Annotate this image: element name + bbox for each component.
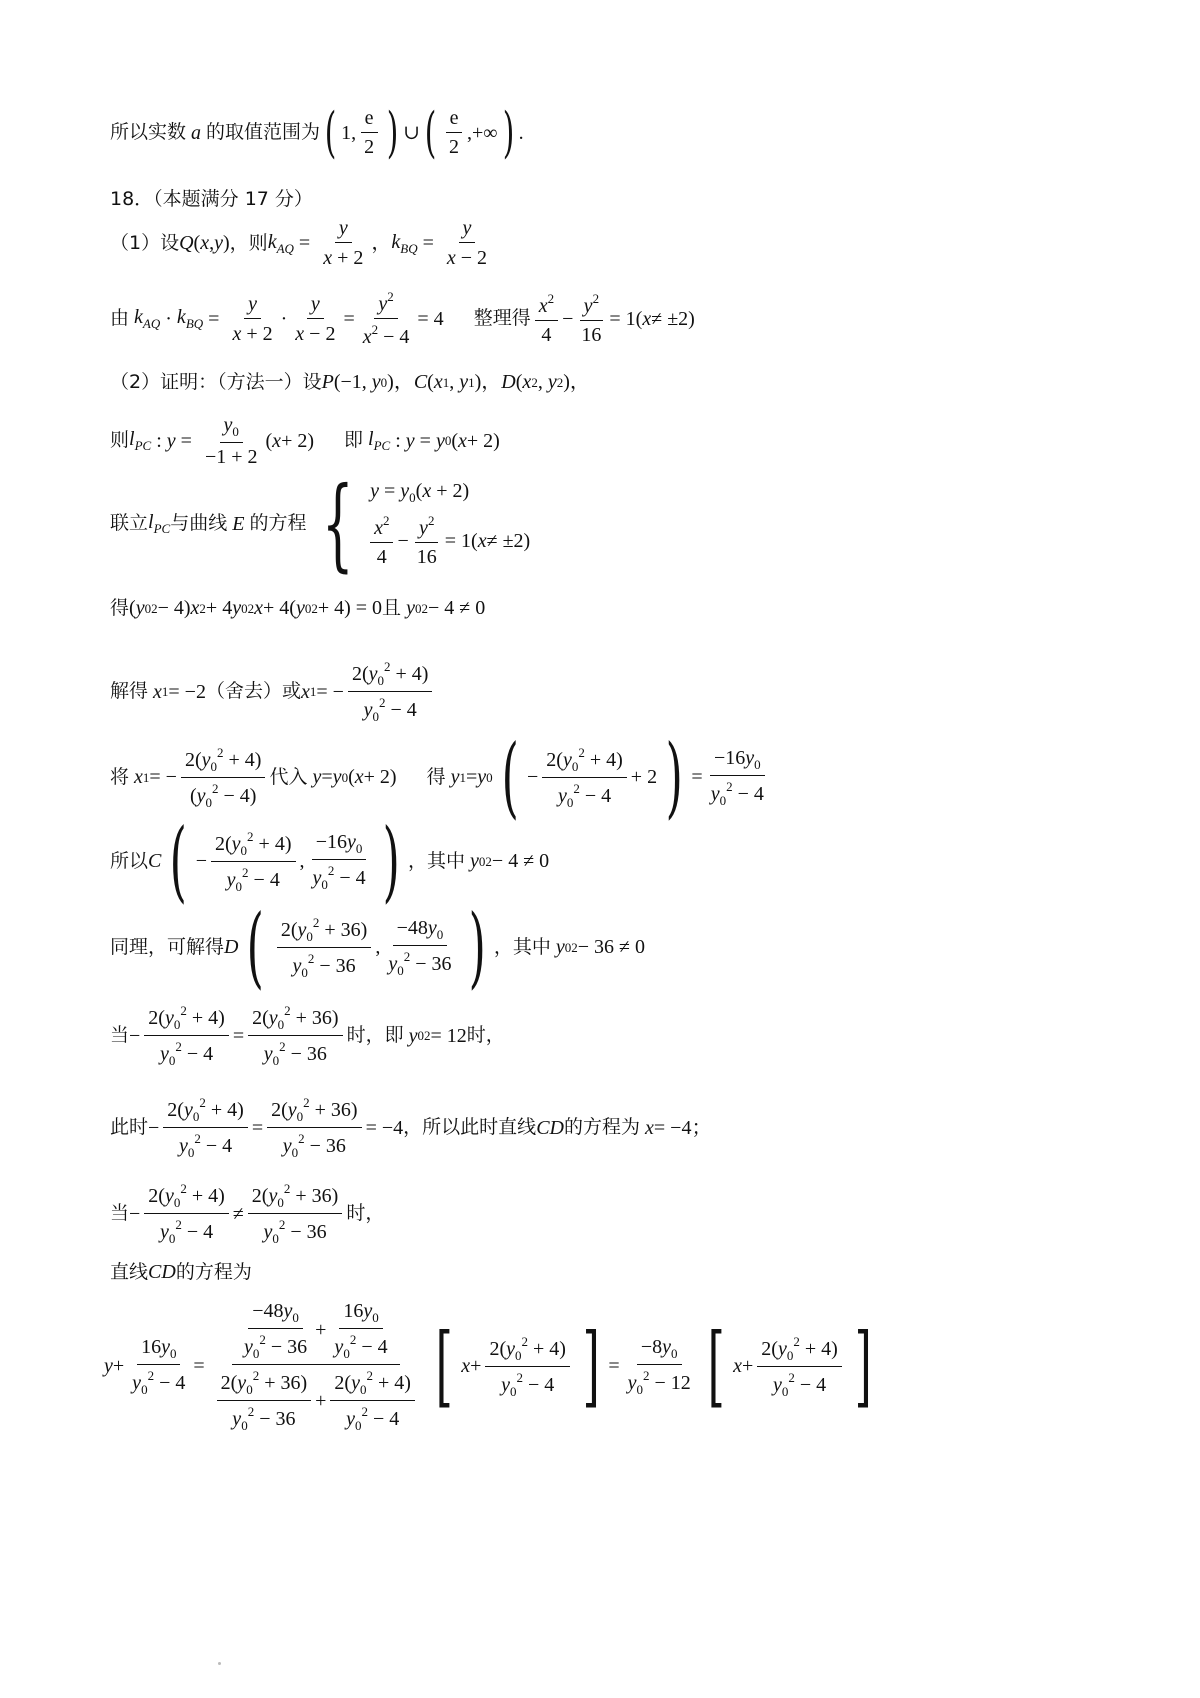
system-of-equations: 联立 $l_{PC}$ 与曲线 E 的方程 { $y = y_0(x + 2)$ $\frac{x^2}{4}$ − $\frac{y^2}{16}$ = 1( x ≠ ±2): [110, 464, 531, 582]
line-cd-equation: y + $\frac{16y_0}{y_0^2 - 4}$ = $\frac{-48y_0}{y_0^2 - 36}$ + $\frac{16y_0}{y_0^2 - 4}$ $\frac{2(y_0^2 + 36)}{y_0^2 - 36}$ + $\frac{2(y_0^2 + 4)}{y_0^2 - 4}$ [ x + $\frac{2(y_0^2 + 4)}{y_0^2 - 4}$ ] = $\frac{-8y_0}{y_0^2 - 12}$ [ x + $\frac{2(y_0^2 + 4)}{y_0^2 - 4}$ ]: [104, 1300, 872, 1433]
line-cd-heading: 直线 CD 的方程为: [110, 1260, 252, 1283]
case-not-equal: 当 − $\frac{2(y_0^2 + 4)}{y_0^2 - 4}$ ≠ $\frac{2(y_0^2 + 36)}{y_0^2 - 36}$ 时，: [110, 1181, 385, 1246]
case-equal: 当 − $\frac{2(y_0^2 + 4)}{y_0^2 - 4}$ = $\frac{2(y_0^2 + 36)}{y_0^2 - 36}$ 时，即 y 0 2 = 12 时，: [110, 1003, 505, 1068]
part2-setup: （2）证明：（方法一）设 P (−1, y 0 )， C ( x 1 , y 1 )， D ( x 2 , y 2 )，: [110, 370, 590, 393]
page-speck: [218, 1662, 221, 1665]
case-equal-result: 此时 − $\frac{2(y_0^2 + 4)}{y_0^2 - 4}$ = $\frac{2(y_0^2 + 36)}{y_0^2 - 36}$ = −4 ，所以此时直线 CD 的方程为 x = −4；: [110, 1095, 712, 1160]
range-conclusion: 所以实数 a 的取值范围为 ( 1, $\frac{e}{2}$ ) ∪ ( $\frac{e}{2}$ ,+∞ ) .: [110, 100, 524, 164]
quadratic: 得 ( y 0 2 − 4) x 2 + 4 y 0 2 x + 4( y 0 2 + 4) = 0 且 y 0 2 − 4 ≠ 0: [110, 596, 486, 619]
point-c: 所以 C ( − $\frac{2(y_0^2 + 4)}{y_0^2 - 4}$ , $\frac{-16y_0}{y_0^2 - 4}$ ) ，其中 y 0 2 − 4 ≠ 0: [110, 809, 550, 912]
point-d: 同理，可解得 D ( $\frac{2(y_0^2 + 36)}{y_0^2 - 36}$ , $\frac{-48y_0}{y_0^2 - 36}$ ) ，其中 y 0 2 − 36 ≠ 0: [110, 895, 646, 998]
substitute-x1: 将 x 1 = − $\frac{2(y_0^2 + 4)}{(y_0^2 - 4)}$ 代入 y = y 0 ( x + 2) 得 y 1 = y 0 ( − $\frac{2(y_0^2 + 4)}{y_0^2 - 4}$ + 2 ) = $\frac{-16y_0}{y_0^2 - 4}$: [110, 725, 764, 828]
solve-x1: 解得 x 1 = −2 （舍去）或 x 1 = − $\frac{2(y_0^2 + 4)}{y_0^2 - 4}$: [110, 660, 436, 723]
part1-product: 由 $k_{AQ}$ · $k_{BQ}$ = $\frac{y}{x + 2}$ · $\frac{y}{x - 2}$ = $\frac{y^2}{x^2 - 4}$ = 4 整理得 $\frac{x^2}{4}$ − $\frac{y^2}{16}$ = 1( x ≠ ±2): [110, 289, 695, 348]
line-pc: 则 $l_{PC}$ : y = $\frac{y_0}{-1 + 2}$ ( x + 2) 即 $l_{PC}$ : y = y 0 ( x + 2): [110, 414, 500, 468]
problem-18-header: 18．（本题满分 17 分）: [110, 188, 313, 210]
part1-setup: （1）设 Q ( x , y ) ，则 $k_{AQ}$ = $\frac{y}{x + 2}$ ， $k_{BQ}$ = $\frac{y}{x - 2}$: [110, 217, 488, 269]
